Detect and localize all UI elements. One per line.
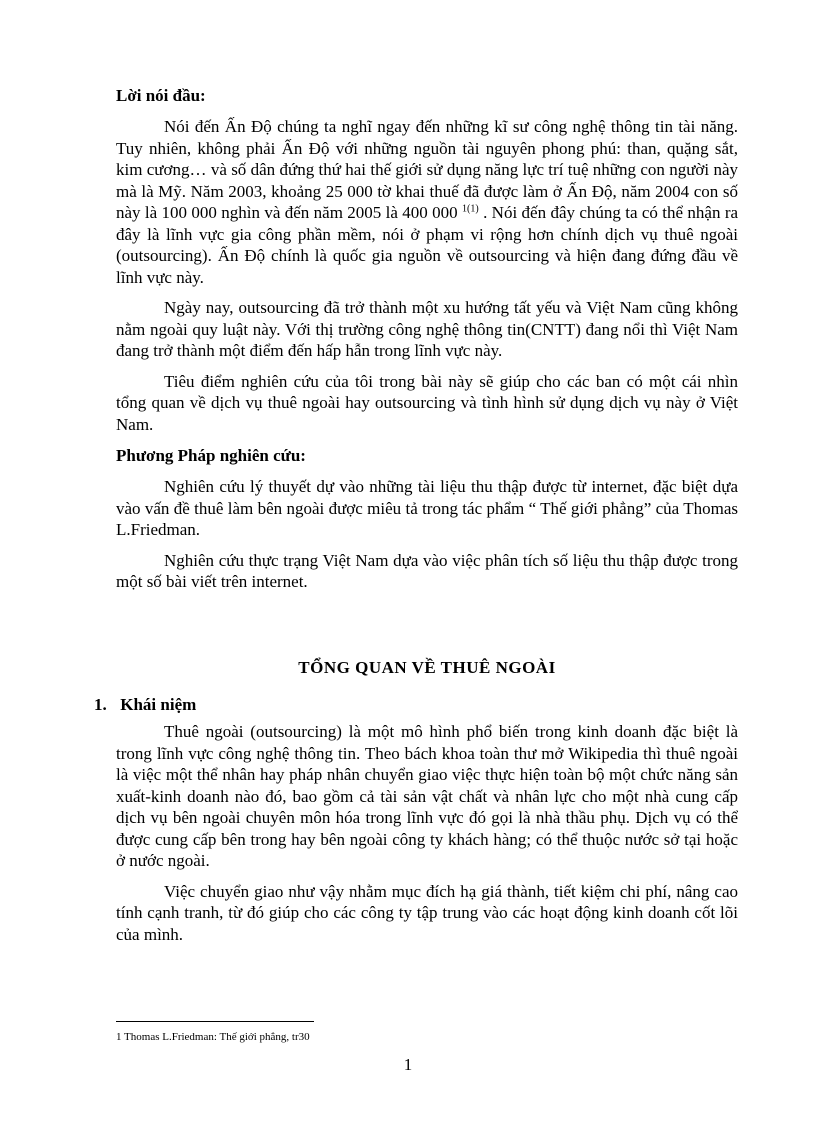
preface-paragraph-1 xyxy=(116,116,738,288)
method-paragraph-1: Nghiên cứu lý thuyết dự vào những tài liệu thu thập được từ internet, đặc biệt dựa vào vấn đề thuê làm bên ngoài được miêu tả trong tác phẩm “ Thế giới phẳng” của Thomas L.Friedman. xyxy=(116,477,738,539)
preface-paragraph-3: Tiêu điểm nghiên cứu của tôi trong bài này sẽ giúp cho các ban có một cái nhìn tổng quan về dịch vụ thuê ngoài hay outsourcing và tình hình sử dụng dịch vụ này ở Việt Nam. xyxy=(116,371,738,434)
section-heading xyxy=(94,695,738,715)
section-number: 1. xyxy=(94,695,107,714)
overview-block xyxy=(116,721,738,954)
preface-paragraph-1-part-a: Nói đến Ấn Độ chúng ta nghĩ ngay đến những kĩ sư công nghệ thông tin tài năng. Tuy nhiên, không phải Ấn Độ với những nguồn tài nguyên phong phú: than, quặng sắt, kim cương… và số dân đứng thứ hai thế giới sử dụng năng lực trí tuệ những con người này mà là Mỹ. Năm 2003, khoảng 25 000 tờ khai thuế đã được làm ở Ấn Độ, năm 2004 con số này là 100 000 nghìn và đến năm 2005 là 400 000 xyxy=(116,117,738,222)
preface-paragraph-1-part-b: . Nói đến đây chúng ta có thể nhận ra đây là lĩnh vực gia công phần mềm, nói ở phạm vi rộng hơn chính dịch vụ thuê ngoài (outsourcing). Ấn Độ chính là quốc gia nguồn về outsourcing và hiện đang đứng đầu về lĩnh vực này. xyxy=(116,203,739,287)
footnote-reference[interactable]: 1(1) xyxy=(462,203,479,215)
footnote-divider xyxy=(116,1021,314,1022)
overview-title: TỔNG QUAN VỀ THUÊ NGOÀI xyxy=(298,658,556,677)
footnote-text: 1 Thomas L.Friedman: Thế giới phẳng, tr30 xyxy=(116,1031,310,1043)
section-title: Khái niệm xyxy=(120,695,197,714)
overview-paragraph-2: Việc chuyển giao như vậy nhằm mục đích hạ giá thành, tiết kiệm chi phí, nâng cao tính cạnh tranh, từ đó giúp cho các công ty tập trung vào các hoạt động kinh doanh cốt lõi của mình. xyxy=(116,881,738,944)
preface-heading: Lời nói đầu: xyxy=(116,86,206,105)
preface-block xyxy=(116,84,738,602)
page-number: 1 xyxy=(403,1055,413,1074)
method-heading: Phương Pháp nghiên cứu: xyxy=(116,446,306,465)
method-paragraph-2: Nghiên cứu thực trạng Việt Nam dựa vào việc phân tích số liệu thu thập được trong một số bài viết trên internet. xyxy=(116,550,738,591)
preface-paragraph-2: Ngày nay, outsourcing đã trở thành một xu hướng tất yếu và Việt Nam cũng không nằm ngoài quy luật này. Với thị trường công nghệ thông tin(CNTT) đang nổi thì Việt Nam đang trở thành một điểm đến hấp hẫn trong lĩnh vực này. xyxy=(116,298,738,360)
overview-paragraph-1: Thuê ngoài (outsourcing) là một mô hình phổ biến trong kinh doanh đặc biệt là trong lĩnh vực công nghệ thông tin. Theo bách khoa toàn thư mở Wikipedia thì thuê ngoài là việc một thể nhân hay pháp nhân chuyển giao việc thực hiện toàn bộ một chức năng sản xuất-kinh doanh nào đó, bao gồm cả tài sản vật chất và nhân lực cho một nhà cung cấp dịch vụ bên ngoài chuyên môn hóa trong lĩnh vực đó gọi là nhà thầu phụ. Dịch vụ có thể được cung cấp bên trong hay bên ngoài công ty khách hàng; có thể thuộc nước sở tại hoặc ở nước ngoài. xyxy=(116,722,738,870)
